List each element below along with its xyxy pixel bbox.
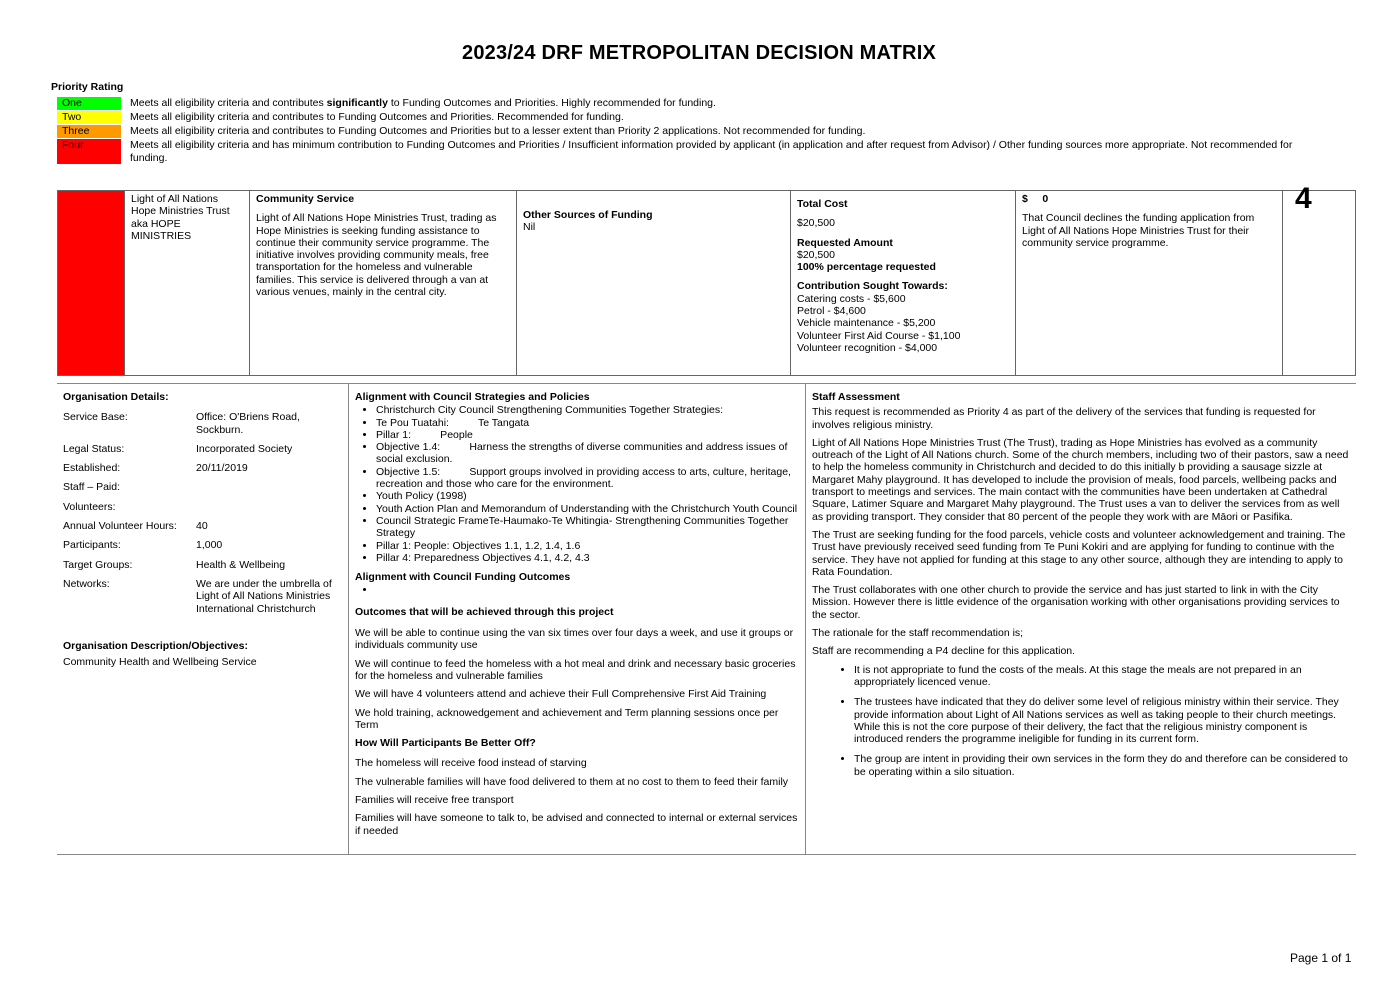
outcome-item: We will have 4 volunteers attend and achieve their Full Comprehensive First Aid Training <box>355 688 767 701</box>
community-service-heading: Community Service <box>256 193 355 205</box>
list-item: • Christchurch City Council Strengthening Communities Together Strategies: <box>376 404 799 416</box>
list-item: • The group are intent in providing their own services in the form they do and therefore can be considered to be operating within a silo situation. <box>854 753 1350 778</box>
org-field: Service Base: Office: O'Briens Road, Sockburn. <box>63 411 300 436</box>
list-item: • Objective 1.4: Harness the strengths of diverse communities and address issues of social exclusion. <box>376 441 799 466</box>
better-off-item: Families will receive free transport <box>355 794 514 807</box>
other-sources-heading: Other Sources of Funding <box>523 209 653 221</box>
community-service-text: Light of All Nations Hope Ministries Trust, trading as Hope Ministries is seeking funding assistance to continue their community service programme. The initiative involves providing community meals, free transportation for the homeless and vulnerable families. This service is delivered through a van at various venues, mainly in the central city. <box>256 212 497 299</box>
list-item: • It is not appropriate to fund the costs of the meals. At this stage the meals are not prepared in an appropriately licenced venue. <box>854 664 1350 689</box>
staff-bullets <box>812 664 1350 778</box>
page-title: 2023/24 DRF METROPOLITAN DECISION MATRIX <box>462 42 936 64</box>
org-field: Staff – Paid: <box>63 481 121 494</box>
list-item: • Council Strategic FrameTe-Haumako-Te Whitingia- Strengthening Communities Together Strategy <box>376 515 799 540</box>
priority-number: 4 <box>1295 182 1312 215</box>
priority-legend <box>57 97 1327 165</box>
staff-paragraph: The Trust are seeking funding for the food parcels, vehicle costs and volunteer acknowledgement and training. The Trust have previously received seed funding from Te Puni Kokiri and are applying for funding to continue with the service. They have not applied for funding at this stage to any other source, although they are intending to apply to Rata Foundation. <box>812 528 1346 578</box>
list-item: • Youth Policy (1998) <box>376 490 799 502</box>
cost-cell <box>791 191 1016 375</box>
contribution-heading: Contribution Sought Towards: <box>797 280 948 293</box>
staff-paragraph: The Trust collaborates with one other church to provide the service and has just started to link in with the City Mission. However there is little evidence of the organisation working with other organisations providing services to the sector. <box>812 584 1340 621</box>
alignment-column <box>349 384 806 854</box>
contribution-item: Volunteer recognition - $4,000 <box>797 341 938 354</box>
contribution-item: Volunteer First Aid Course - $1,100 <box>797 329 961 342</box>
org-field: Participants: 1,000 <box>63 539 223 552</box>
list-item: • Pillar 1: People: Objectives 1.1, 1.2, 1.4, 1.6 <box>376 540 799 552</box>
swatch-four: Four <box>57 139 121 164</box>
funding-outcomes-heading: Alignment with Council Funding Outcomes <box>355 571 571 584</box>
page-number: Page 1 of 1 <box>1290 951 1352 965</box>
summary-table <box>57 182 1356 376</box>
legend-row-three <box>57 125 1327 138</box>
better-off-item: The vulnerable families will have food delivered to them at no cost to them to feed their family <box>355 775 789 788</box>
legend-row-four <box>57 139 1327 164</box>
org-field: Target Groups: Health & Wellbeing <box>63 558 286 571</box>
list-item: • Te Pou Tuatahi: Te Tangata <box>376 417 799 429</box>
legend-text-one: Meets all eligibility criteria and contributes significantly to Funding Outcomes and Priorities. Highly recommended for funding. <box>130 97 716 109</box>
outcome-item: We will continue to feed the homeless with a hot meal and drink and necessary basic groceries for the homeless and vulnerable families <box>355 657 796 682</box>
list-item: • Youth Action Plan and Memorandum of Understanding with the Christchurch Youth Council <box>376 503 799 515</box>
legend-text-three: Meets all eligibility criteria and contributes to Funding Outcomes and Priorities but to a lesser extent than Priority 2 applications. Not recommended for funding. <box>130 125 866 137</box>
org-field: Legal Status: Incorporated Society <box>63 442 293 455</box>
legend-text-two: Meets all eligibility criteria and contributes to Funding Outcomes and Priorities. Recommended for funding. <box>130 111 624 123</box>
staff-paragraph: This request is recommended as Priority 4 as part of the delivery of the services that funding is requested for involves religious ministry. <box>812 406 1316 431</box>
funding-outcomes-list <box>355 584 799 596</box>
community-service-cell <box>250 191 517 375</box>
outcomes-heading: Outcomes that will be achieved through this project <box>355 605 614 618</box>
list-item: • Objective 1.5: Support groups involved in providing access to arts, culture, heritage, recreation and those who care for the environment. <box>376 466 799 491</box>
total-cost-value: $20,500 <box>797 217 835 230</box>
outcome-item: We hold training, acknowedgement and achievement and Term planning sessions once per Term <box>355 706 779 731</box>
staff-assessment <box>806 384 1356 854</box>
org-description-text: Community Health and Wellbeing Service <box>63 656 257 669</box>
list-item: • Pillar 1: People <box>376 429 799 441</box>
strategies-list <box>355 404 799 564</box>
swatch-three: Three <box>57 125 121 138</box>
swatch-one: One <box>57 97 121 110</box>
org-description-heading: Organisation Description/Objectives: <box>63 639 248 652</box>
org-field: Volunteers: <box>63 500 116 513</box>
details-section <box>57 383 1356 855</box>
list-item: • The trustees have indicated that they do deliver some level of religious ministry within their service. They provide information about Light of All Nations services as well as taking people to their church meetings. While this is not the core purpose of their delivery, the fact that the religious ministry component is introduced renders the programme ineligible for funding in its current form. <box>854 696 1350 745</box>
total-cost-heading: Total Cost <box>797 198 848 210</box>
staff-paragraph: The rationale for the staff recommendation is; <box>812 627 1024 640</box>
better-off-item: The homeless will receive food instead of starving <box>355 757 587 770</box>
org-field: Networks: We are under the umbrella of Light of All Nations Ministries International Christchurch <box>63 577 332 615</box>
percentage-requested: 100% percentage requested <box>797 261 936 274</box>
better-off-item: Families will have someone to talk to, be advised and connected to internal or external services if needed <box>355 812 798 837</box>
requested-heading: Requested Amount <box>797 236 893 249</box>
staff-paragraph: Light of All Nations Hope Ministries Trust (The Trust), trading as Hope Ministries has evolved as a community outreach of the Light of All Nations church. Some of the church members, including two of their pastors, saw a need to help the homeless community in Christchurch and decided to do this initially b providing a sausage sizzle at Margaret Mahy playground. It has developed to include the provision of meals, food parcels, wellbeing packs and transport to meetings and services. The main contact with the communities have been undertaken at Cathedral Square, Latimer Square and Margaret Mahy playground. The Trust uses a van to deliver the services from as well as providing transport. They consider that 80 percent of the people they work with are Māori or Pasifika. <box>812 436 1349 523</box>
staff-paragraph: Staff are recommending a P4 decline for this application. <box>812 645 1076 658</box>
legend-text-four: Meets all eligibility criteria and has minimum contribution to Funding Outcomes and Priorities / Insufficient information provided by applicant (in application and after request from Advisor) / Other funding sources more appropriate. Not recommended for funding. <box>130 139 1293 164</box>
contribution-item: Petrol - $4,600 <box>797 305 866 318</box>
priority-rating-heading: Priority Rating <box>51 81 124 93</box>
recommendation-cell <box>1016 191 1283 375</box>
better-off-heading: How Will Participants Be Better Off? <box>355 737 536 750</box>
swatch-two: Two <box>57 111 121 124</box>
outcome-item: We will be able to continue using the van six times over four days a week, and use it groups or individuals community use <box>355 627 794 652</box>
legend-row-one <box>57 97 1327 110</box>
org-details-heading: Organisation Details: <box>63 391 169 403</box>
list-item: • Pillar 4: Preparedness Objectives 4.1, 4.2, 4.3 <box>376 552 799 564</box>
other-sources-value: Nil <box>523 221 536 234</box>
priority-color-cell <box>58 191 125 375</box>
contribution-item: Catering costs - $5,600 <box>797 292 906 305</box>
requested-value: $20,500 <box>797 248 835 261</box>
strategies-heading: Alignment with Council Strategies and Policies <box>355 391 590 403</box>
org-field: Established: 20/11/2019 <box>63 462 248 475</box>
org-field: Annual Volunteer Hours: 40 <box>63 520 208 533</box>
list-item <box>376 584 799 596</box>
recommended-amount: $ 0 <box>1022 193 1049 205</box>
other-sources-cell <box>517 191 791 375</box>
org-name-cell: Light of All Nations Hope Ministries Trust aka HOPE MINISTRIES <box>125 191 250 375</box>
staff-assessment-heading: Staff Assessment <box>812 391 900 403</box>
organisation-details <box>57 384 349 854</box>
recommendation-text: That Council declines the funding application from Light of All Nations Hope Ministries Trust for their community service programme. <box>1022 212 1255 249</box>
legend-row-two <box>57 111 1327 124</box>
contribution-item: Vehicle maintenance - $5,200 <box>797 317 936 330</box>
